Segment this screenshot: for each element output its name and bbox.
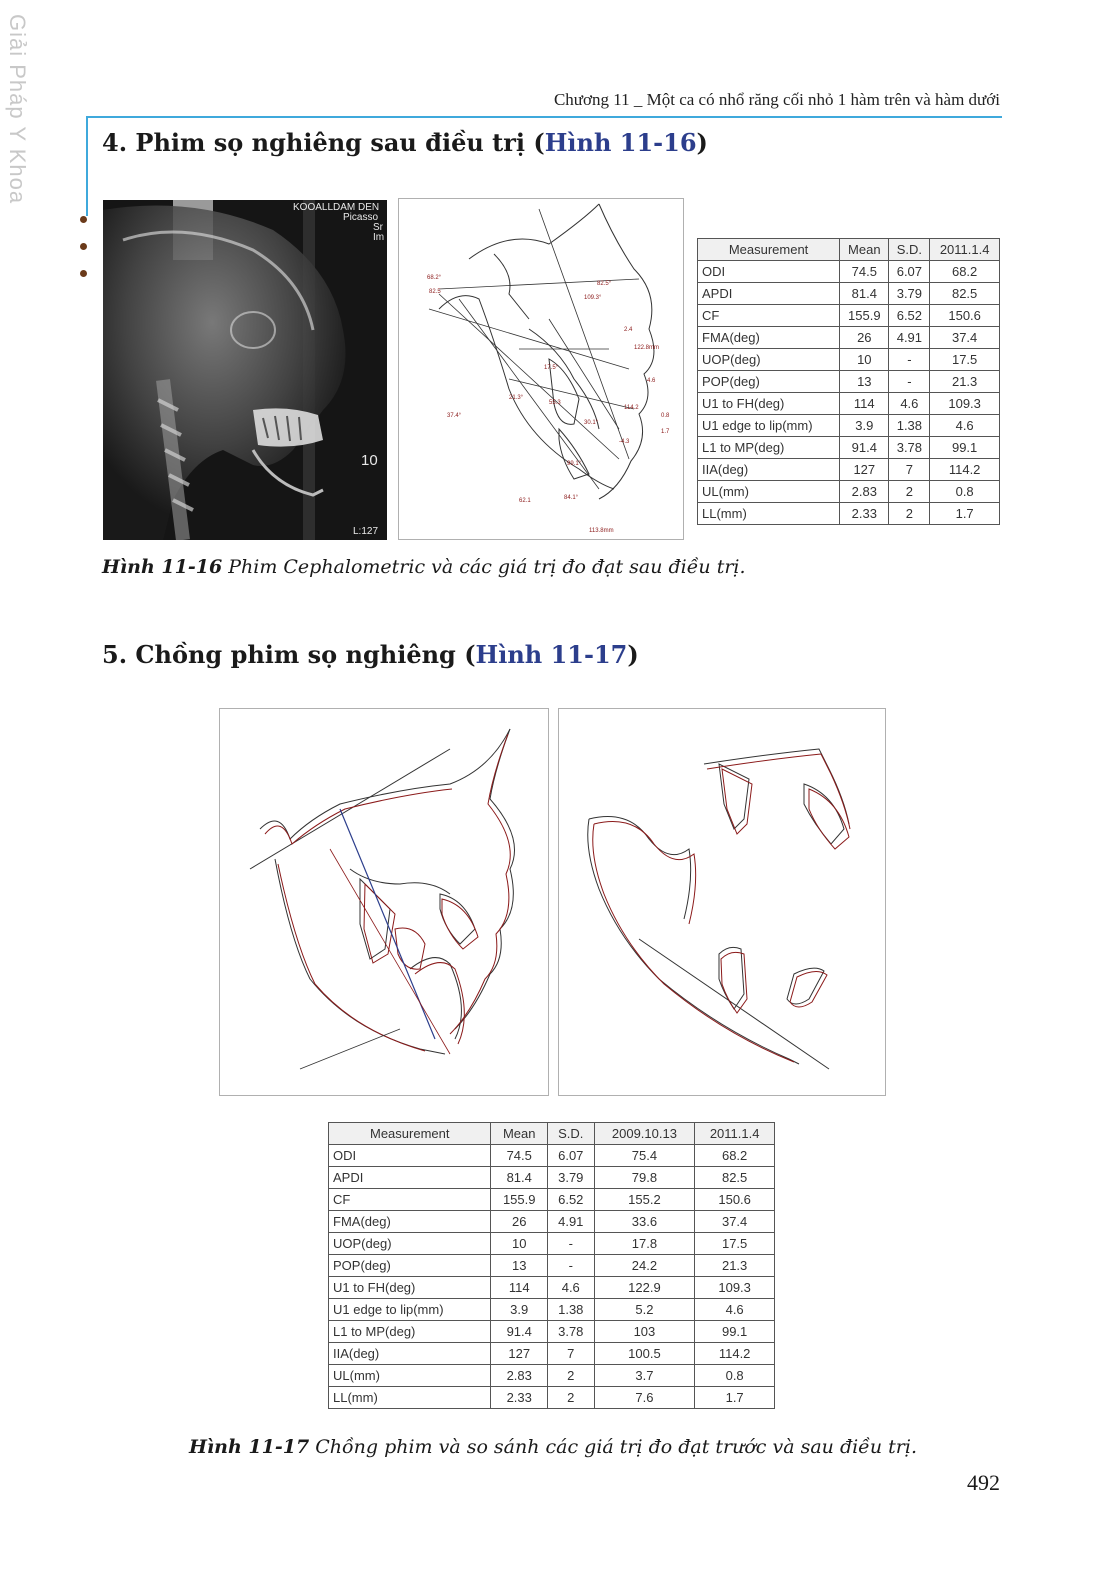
bullet-dot xyxy=(80,243,87,250)
column-header: Mean xyxy=(491,1123,547,1145)
before-value-cell: 122.9 xyxy=(594,1277,695,1299)
measurement-cell: L1 to MP(deg) xyxy=(698,437,840,459)
mean-cell: 155.9 xyxy=(491,1189,547,1211)
xray-label: Sr xyxy=(373,222,383,233)
value-cell: 109.3 xyxy=(930,393,1000,415)
measurement-cell: U1 to FH(deg) xyxy=(698,393,840,415)
after-value-cell: 21.3 xyxy=(695,1255,775,1277)
measurement-table-17 xyxy=(328,1122,775,1409)
table-row xyxy=(329,1255,775,1277)
tracing-label: 2.4 xyxy=(624,327,633,333)
measurement-cell: CF xyxy=(329,1189,491,1211)
after-value-cell: 150.6 xyxy=(695,1189,775,1211)
header-rule xyxy=(86,116,1002,118)
sd-cell: 2 xyxy=(889,481,930,503)
superimposition-regional-drawing xyxy=(559,709,885,1095)
mean-cell: 91.4 xyxy=(491,1321,547,1343)
section-title: Chồng phim sọ nghiêng ( xyxy=(135,640,476,669)
mean-cell: 91.4 xyxy=(840,437,889,459)
table-row xyxy=(329,1277,775,1299)
after-value-cell: 109.3 xyxy=(695,1277,775,1299)
mean-cell: 13 xyxy=(491,1255,547,1277)
mean-cell: 114 xyxy=(491,1277,547,1299)
measurement-cell: POP(deg) xyxy=(698,371,840,393)
mean-cell: 2.83 xyxy=(840,481,889,503)
value-cell: 82.5 xyxy=(930,283,1000,305)
section-title-close: ) xyxy=(696,128,708,157)
running-header: Chương 11 _ Một ca có nhổ răng cối nhỏ 1 hàm trên và hàm dưới xyxy=(553,90,1000,109)
side-watermark: Giải Pháp Y Khoa xyxy=(5,14,30,205)
xray-label: KOOALLDAM DEN xyxy=(293,202,380,213)
before-value-cell: 79.8 xyxy=(594,1167,695,1189)
mean-cell: 10 xyxy=(840,349,889,371)
sd-cell: 2 xyxy=(889,503,930,525)
column-header: Measurement xyxy=(329,1123,491,1145)
bullet-dot xyxy=(80,216,87,223)
sd-cell: 7 xyxy=(889,459,930,481)
xray-label: Im xyxy=(373,232,385,243)
sd-cell: 4.6 xyxy=(547,1277,594,1299)
value-cell: 1.7 xyxy=(930,503,1000,525)
measurement-cell: LL(mm) xyxy=(698,503,840,525)
section-number: 5. xyxy=(102,640,128,669)
value-cell: 99.1 xyxy=(930,437,1000,459)
measurement-cell: IIA(deg) xyxy=(329,1343,491,1365)
xray-label: Picasso xyxy=(343,212,379,223)
table-row xyxy=(698,481,1000,503)
table-row xyxy=(698,393,1000,415)
figure-caption-17 xyxy=(0,1436,1106,1458)
sd-cell: 3.78 xyxy=(547,1321,594,1343)
table-row xyxy=(329,1299,775,1321)
mean-cell: 81.4 xyxy=(491,1167,547,1189)
tracing-label: 4.6 xyxy=(647,378,656,384)
value-cell: 17.5 xyxy=(930,349,1000,371)
side-rule xyxy=(86,116,88,216)
section-number: 4. xyxy=(102,128,128,157)
sd-cell: 6.52 xyxy=(889,305,930,327)
before-value-cell: 75.4 xyxy=(594,1145,695,1167)
value-cell: 37.4 xyxy=(930,327,1000,349)
table-row xyxy=(329,1189,775,1211)
sd-cell: 2 xyxy=(547,1387,594,1409)
before-value-cell: 33.6 xyxy=(594,1211,695,1233)
after-value-cell: 4.6 xyxy=(695,1299,775,1321)
sd-cell: - xyxy=(889,349,930,371)
before-value-cell: 7.6 xyxy=(594,1387,695,1409)
superimposition-drawing xyxy=(220,709,548,1095)
mean-cell: 127 xyxy=(491,1343,547,1365)
table-header-row xyxy=(329,1123,775,1145)
tracing-label: 114.2 xyxy=(624,405,639,411)
before-value-cell: 155.2 xyxy=(594,1189,695,1211)
column-header: Mean xyxy=(840,239,889,261)
xray-label: L:127 xyxy=(353,526,379,537)
sd-cell: 1.38 xyxy=(547,1299,594,1321)
measurement-cell: CF xyxy=(698,305,840,327)
measurement-cell: ODI xyxy=(329,1145,491,1167)
tracing-label: 62.1 xyxy=(519,498,531,504)
column-header: S.D. xyxy=(889,239,930,261)
xray-label: 10 xyxy=(361,452,378,469)
mean-cell: 74.5 xyxy=(491,1145,547,1167)
table-row xyxy=(698,415,1000,437)
mean-cell: 81.4 xyxy=(840,283,889,305)
measurement-cell: LL(mm) xyxy=(329,1387,491,1409)
measurement-cell: IIA(deg) xyxy=(698,459,840,481)
table-row xyxy=(698,503,1000,525)
figure-ref-link[interactable]: Hình 11-16 xyxy=(544,128,697,157)
column-header: 2011.1.4 xyxy=(695,1123,775,1145)
table-row xyxy=(698,371,1000,393)
sd-cell: - xyxy=(889,371,930,393)
tracing-label: 122.8mm xyxy=(634,345,660,351)
tracing-label: 109.3° xyxy=(584,295,602,301)
value-cell: 4.6 xyxy=(930,415,1000,437)
table-row xyxy=(698,327,1000,349)
tracing-label: 113.8mm xyxy=(589,528,614,534)
sd-cell: - xyxy=(547,1233,594,1255)
sd-cell: 4.91 xyxy=(547,1211,594,1233)
sd-cell: 4.91 xyxy=(889,327,930,349)
mean-cell: 74.5 xyxy=(840,261,889,283)
value-cell: 150.6 xyxy=(930,305,1000,327)
measurement-cell: L1 to MP(deg) xyxy=(329,1321,491,1343)
tracing-drawing xyxy=(399,199,683,539)
before-value-cell: 3.7 xyxy=(594,1365,695,1387)
measurement-cell: FMA(deg) xyxy=(329,1211,491,1233)
value-cell: 68.2 xyxy=(930,261,1000,283)
caption-text: Phim Cephalometric và các giá trị đo đạt sau điều trị. xyxy=(222,556,746,578)
after-value-cell: 68.2 xyxy=(695,1145,775,1167)
value-cell: 0.8 xyxy=(930,481,1000,503)
cephalometric-xray xyxy=(103,200,387,540)
measurement-cell: UOP(deg) xyxy=(698,349,840,371)
measurement-cell: U1 edge to lip(mm) xyxy=(329,1299,491,1321)
after-value-cell: 0.8 xyxy=(695,1365,775,1387)
value-cell: 21.3 xyxy=(930,371,1000,393)
measurement-cell: APDI xyxy=(329,1167,491,1189)
sd-cell: 2 xyxy=(547,1365,594,1387)
before-value-cell: 103 xyxy=(594,1321,695,1343)
table-row xyxy=(329,1233,775,1255)
measurement-cell: U1 edge to lip(mm) xyxy=(698,415,840,437)
sd-cell: 6.07 xyxy=(547,1145,594,1167)
table-row xyxy=(698,283,1000,305)
sd-cell: 6.07 xyxy=(889,261,930,283)
table-row xyxy=(698,305,1000,327)
before-value-cell: 5.2 xyxy=(594,1299,695,1321)
section-heading-5 xyxy=(102,640,639,669)
tracing-label: -4.3 xyxy=(619,439,630,445)
tracing-label: 55.3 xyxy=(549,400,561,406)
tracing-label: 82.5 xyxy=(429,289,441,295)
measurement-cell: APDI xyxy=(698,283,840,305)
tracing-label: 37.4° xyxy=(447,413,462,419)
sd-cell: 4.6 xyxy=(889,393,930,415)
sd-cell: 3.79 xyxy=(547,1167,594,1189)
after-value-cell: 114.2 xyxy=(695,1343,775,1365)
after-value-cell: 37.4 xyxy=(695,1211,775,1233)
sd-cell: 3.78 xyxy=(889,437,930,459)
superimposition-overall xyxy=(219,708,549,1096)
table-row xyxy=(329,1343,775,1365)
mean-cell: 2.83 xyxy=(491,1365,547,1387)
mean-cell: 155.9 xyxy=(840,305,889,327)
column-header: S.D. xyxy=(547,1123,594,1145)
value-cell: 114.2 xyxy=(930,459,1000,481)
table-row xyxy=(329,1321,775,1343)
caption-label: Hình 11-16 xyxy=(102,556,223,578)
table-row xyxy=(698,459,1000,481)
measurement-table-16 xyxy=(697,238,1000,525)
column-header: 2011.1.4 xyxy=(930,239,1000,261)
tracing-label: 68.2° xyxy=(427,275,442,281)
sd-cell: 7 xyxy=(547,1343,594,1365)
after-value-cell: 17.5 xyxy=(695,1233,775,1255)
measurement-cell: POP(deg) xyxy=(329,1255,491,1277)
table-row xyxy=(329,1167,775,1189)
before-value-cell: 100.5 xyxy=(594,1343,695,1365)
section-title: Phim sọ nghiêng sau điều trị ( xyxy=(135,128,545,157)
tracing-label: 17.5° xyxy=(544,365,559,371)
after-value-cell: 99.1 xyxy=(695,1321,775,1343)
before-value-cell: 17.8 xyxy=(594,1233,695,1255)
xray-image xyxy=(103,200,387,540)
measurement-cell: UOP(deg) xyxy=(329,1233,491,1255)
mean-cell: 2.33 xyxy=(840,503,889,525)
measurement-cell: UL(mm) xyxy=(329,1365,491,1387)
tracing-label: 1.7 xyxy=(661,429,670,435)
sd-cell: 1.38 xyxy=(889,415,930,437)
mean-cell: 114 xyxy=(840,393,889,415)
margin-bullets xyxy=(80,216,87,297)
table-header-row xyxy=(698,239,1000,261)
tracing-label: 0.8 xyxy=(661,413,670,419)
mean-cell: 3.9 xyxy=(840,415,889,437)
superimposition-regional xyxy=(558,708,886,1096)
mean-cell: 26 xyxy=(840,327,889,349)
mean-cell: 13 xyxy=(840,371,889,393)
table-row xyxy=(698,437,1000,459)
section-title-close: ) xyxy=(627,640,639,669)
table-row xyxy=(698,261,1000,283)
before-value-cell: 24.2 xyxy=(594,1255,695,1277)
figure-ref-link[interactable]: Hình 11-17 xyxy=(475,640,628,669)
after-value-cell: 1.7 xyxy=(695,1387,775,1409)
caption-text: Chồng phim và so sánh các giá trị đo đạt trước và sau điều trị. xyxy=(309,1436,917,1458)
mean-cell: 2.33 xyxy=(491,1387,547,1409)
mean-cell: 10 xyxy=(491,1233,547,1255)
tracing-label: 21.3° xyxy=(509,395,524,401)
after-value-cell: 82.5 xyxy=(695,1167,775,1189)
sd-cell: 6.52 xyxy=(547,1189,594,1211)
mean-cell: 127 xyxy=(840,459,889,481)
table-row xyxy=(698,349,1000,371)
section-heading-4 xyxy=(102,128,708,157)
column-header: 2009.10.13 xyxy=(594,1123,695,1145)
bullet-dot xyxy=(80,270,87,277)
table-row xyxy=(329,1211,775,1233)
measurement-cell: UL(mm) xyxy=(698,481,840,503)
tracing-label: 99.1° xyxy=(567,461,582,467)
measurement-cell: FMA(deg) xyxy=(698,327,840,349)
tracing-label: 30.1° xyxy=(584,420,599,426)
table-row xyxy=(329,1145,775,1167)
figure-caption-16 xyxy=(102,556,746,578)
table-row xyxy=(329,1365,775,1387)
measurement-cell: U1 to FH(deg) xyxy=(329,1277,491,1299)
mean-cell: 26 xyxy=(491,1211,547,1233)
cephalometric-tracing xyxy=(398,198,684,540)
page-number: 492 xyxy=(967,1470,1000,1495)
tracing-label: 84.1° xyxy=(564,495,579,501)
sd-cell: - xyxy=(547,1255,594,1277)
measurement-cell: ODI xyxy=(698,261,840,283)
sd-cell: 3.79 xyxy=(889,283,930,305)
table-row xyxy=(329,1387,775,1409)
mean-cell: 3.9 xyxy=(491,1299,547,1321)
caption-label: Hình 11-17 xyxy=(189,1436,310,1458)
column-header: Measurement xyxy=(698,239,840,261)
tracing-label: 82.5° xyxy=(597,281,612,287)
